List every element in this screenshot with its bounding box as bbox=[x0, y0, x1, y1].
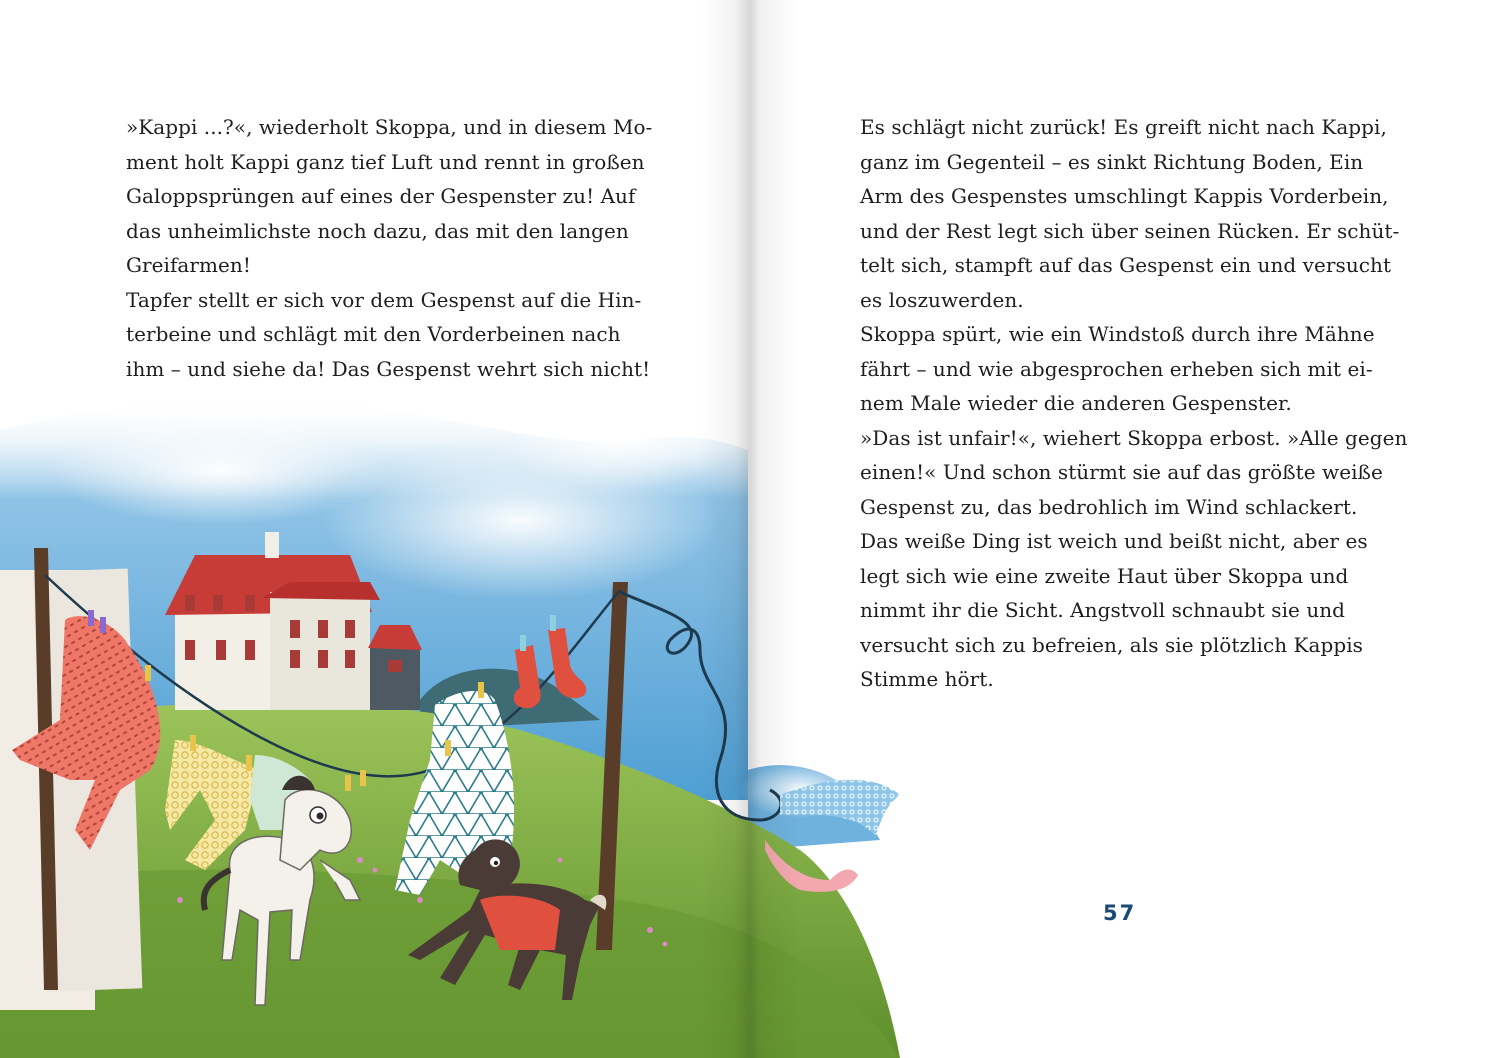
text-line: versucht sich zu befreien, als sie plötzlich Kappis bbox=[860, 632, 1363, 657]
page-number: 57 bbox=[1103, 901, 1137, 925]
text-line: »Kappi ...?«, wiederholt Skoppa, und in diesem Mo- bbox=[126, 115, 653, 139]
text-line: Tapfer stellt er sich vor dem Gespenst auf die Hin- bbox=[126, 287, 642, 312]
text-line: »Das ist unfair!«, wiehert Skoppa erbost. »Alle gegen bbox=[860, 425, 1408, 450]
text-line: das unheimlichste noch dazu, das mit den langen bbox=[126, 218, 629, 243]
text-line: Galoppsprüngen auf eines der Gespenster zu! Auf bbox=[126, 184, 636, 208]
left-page-text bbox=[126, 110, 653, 386]
text-line: Skoppa spürt, wie ein Windstoß durch ihre Mähne bbox=[860, 322, 1375, 346]
text-line: legt sich wie eine zweite Haut über Skoppa und bbox=[860, 563, 1349, 588]
text-line: Arm des Gespenstes umschlingt Kappis Vorderbein, bbox=[860, 184, 1389, 208]
text-line: Stimme hört. bbox=[860, 667, 994, 691]
text-line: terbeine und schlägt mit den Vorderbeinen nach bbox=[126, 322, 621, 346]
text-line: ihm – und siehe da! Das Gespenst wehrt sich nicht! bbox=[126, 356, 651, 381]
text-line: telt sich, stampft auf das Gespenst ein und versucht bbox=[860, 253, 1392, 277]
text-line: nimmt ihr die Sicht. Angstvoll schnaubt sie und bbox=[860, 598, 1346, 622]
text-line: fährt – und wie abgesprochen erheben sich mit ei- bbox=[860, 356, 1373, 381]
text-line: einen!« Und schon stürmt sie auf das größte weiße bbox=[860, 460, 1383, 484]
text-line: es loszuwerden. bbox=[860, 287, 1024, 312]
text-line: Es schlägt nicht zurück! Es greift nicht nach Kappi, bbox=[860, 115, 1387, 139]
text-line: Das weiße Ding ist weich und beißt nicht, aber es bbox=[860, 529, 1368, 553]
right-page-text bbox=[860, 110, 1408, 697]
text-line: Greifarmen! bbox=[126, 253, 251, 277]
text-line: nem Male wieder die anderen Gespenster. bbox=[860, 391, 1292, 415]
text-line: ganz im Gegenteil – es sinkt Richtung Boden, Ein bbox=[860, 149, 1364, 174]
text-line: Gespenst zu, das bedrohlich im Wind schlackert. bbox=[860, 494, 1358, 519]
text-line: und der Rest legt sich über seinen Rücken. Er schüt- bbox=[860, 218, 1400, 243]
text-line: ment holt Kappi ganz tief Luft und rennt in großen bbox=[126, 149, 645, 174]
